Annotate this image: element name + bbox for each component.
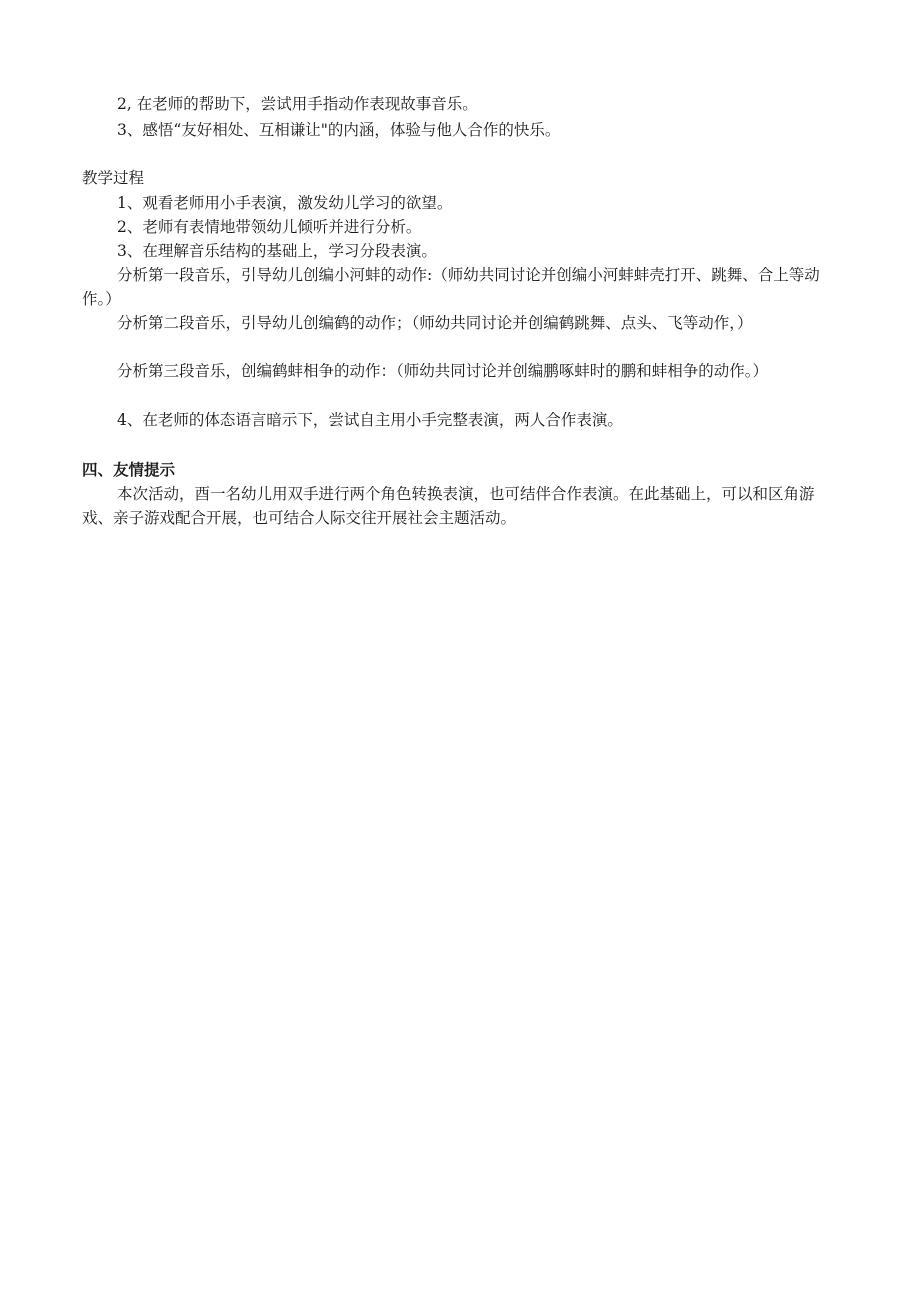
objective-item: 2, 在老师的帮助下，尝试用手指动作表现故事音乐。: [117, 95, 478, 113]
analysis-paragraph: 分析第二段音乐，引导幼儿创编鹤的动作；（师幼共同讨论并创编鹤跳舞、点头、飞等动作，）: [117, 314, 753, 332]
process-step: 3、在理解音乐结构的基础上，学习分段表演。: [117, 242, 437, 260]
analysis-paragraph: 分析第三段音乐，创编鹤蚌相争的动作：（师幼共同讨论并创编鹏啄蚌时的鹏和蚌相争的动作。）: [117, 362, 769, 380]
section-title-tips: 四、友情提示: [82, 461, 176, 479]
objective-item: 3、感悟“友好相处、互相谦让"的内涵，体验与他人合作的快乐。: [117, 121, 561, 139]
process-step: 1、观看老师用小手表演，激发幼儿学习的欲望。: [117, 194, 453, 212]
process-step: 2、老师有表情地带领幼儿倾听并进行分析。: [117, 218, 422, 236]
process-step: 4、在老师的体态语言暗示下，尝试自主用小手完整表演，两人合作表演。: [117, 411, 623, 429]
analysis-paragraph: 分析第一段音乐，引导幼儿创编小河蚌的动作:（师幼共同讨论并创编小河蚌蚌壳打开、跳舞、合上等动作。）: [82, 266, 820, 308]
tips-paragraph: 本次活动，酉一名幼儿用双手进行两个角色转换表演，也可结伴合作表演。在此基础上，可以和区角游戏、亲子游戏配合开展，也可结合人际交往开展社会主题活动。: [82, 485, 815, 527]
section-title-process: 教学过程: [82, 169, 145, 187]
